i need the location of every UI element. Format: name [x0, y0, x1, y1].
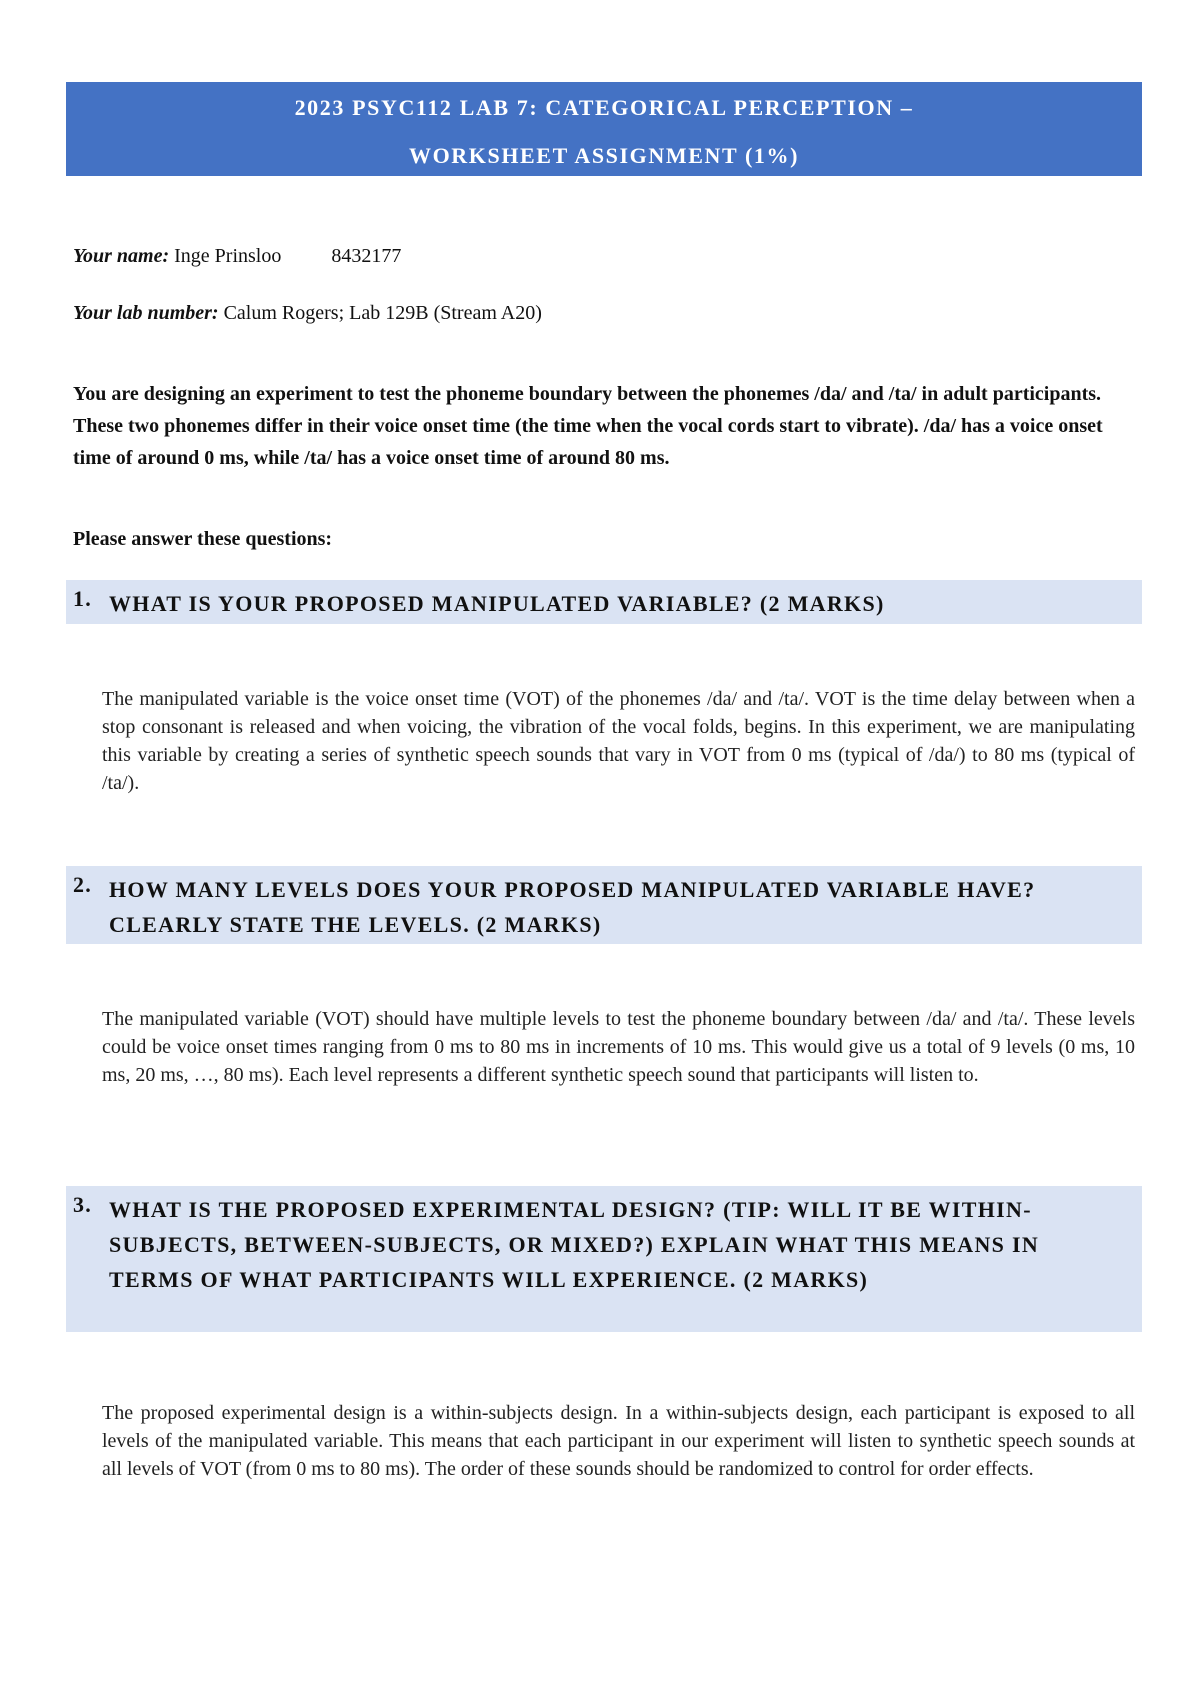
question-1-header	[66, 580, 1142, 624]
question-heading: WHAT IS THE PROPOSED EXPERIMENTAL DESIGN? (TIP: WILL IT BE WITHIN-SUBJECTS, BETWEEN-SUBJECTS, OR MIXED?) EXPLAIN WHAT THIS MEANS IN TERMS OF WHAT PARTICIPANTS WILL EXPERIENCE. (2 MARKS)	[109, 1197, 1040, 1292]
title-line-2: WORKSHEET ASSIGNMENT (1%)	[408, 143, 800, 168]
question-number: 3.	[73, 1192, 93, 1217]
answer-3: The proposed experimental design is a within-subjects design. In a within-subjects design, each participant is exposed to all levels of the manipulated variable. This means that each participant in our experiment will listen to synthetic speech sounds at all levels of VOT (from 0 ms to 80 ms). The order of these sounds should be randomized to control for order effects.	[102, 1402, 1135, 1480]
question-2-header	[66, 866, 1142, 944]
question-3-header	[66, 1186, 1142, 1332]
student-name-line	[73, 245, 401, 268]
title-line-1: 2023 PSYC112 LAB 7: CATEGORICAL PERCEPTION –	[294, 95, 914, 120]
intro-paragraph: You are designing an experiment to test the phoneme boundary between the phonemes /da/ and /ta/ in adult participants. These two phonemes differ in their voice onset time (the time when the vocal cords start to vibrate). /da/ has a voice onset time of around 0 ms, while /ta/ has a voice onset time of around 80 ms.	[73, 383, 1103, 469]
answer-prompt: Please answer these questions:	[73, 528, 333, 550]
student-id: 8432177	[331, 245, 402, 267]
question-heading: HOW MANY LEVELS DOES YOUR PROPOSED MANIPULATED VARIABLE HAVE? CLEARLY STATE THE LEVELS. (2 MARKS)	[109, 877, 1036, 937]
question-number: 2.	[73, 872, 93, 897]
lab-value: Calum Rogers; Lab 129B (Stream A20)	[223, 302, 542, 324]
title-banner	[66, 82, 1142, 176]
question-number: 1.	[73, 586, 93, 611]
lab-number-line	[73, 302, 542, 325]
name-value: Inge Prinsloo	[174, 245, 282, 267]
answer-1: The manipulated variable is the voice onset time (VOT) of the phonemes /da/ and /ta/. VOT is the time delay between when a stop consonant is released and when voicing, the vibration of the vocal folds, begins. In this experiment, we are manipulating this variable by creating a series of synthetic speech sounds that vary in VOT from 0 ms (typical of /da/) to 80 ms (typical of /ta/).	[102, 688, 1135, 794]
lab-label: Your lab number:	[73, 302, 219, 324]
name-label: Your name:	[73, 245, 170, 267]
question-heading: WHAT IS YOUR PROPOSED MANIPULATED VARIABLE? (2 MARKS)	[109, 591, 885, 616]
answer-2: The manipulated variable (VOT) should have multiple levels to test the phoneme boundary between /da/ and /ta/. These levels could be voice onset times ranging from 0 ms to 80 ms in increments of 10 ms. This would give us a total of 9 levels (0 ms, 10 ms, 20 ms, …, 80 ms). Each level represents a different synthetic speech sound that participants will listen to.	[102, 1008, 1135, 1086]
